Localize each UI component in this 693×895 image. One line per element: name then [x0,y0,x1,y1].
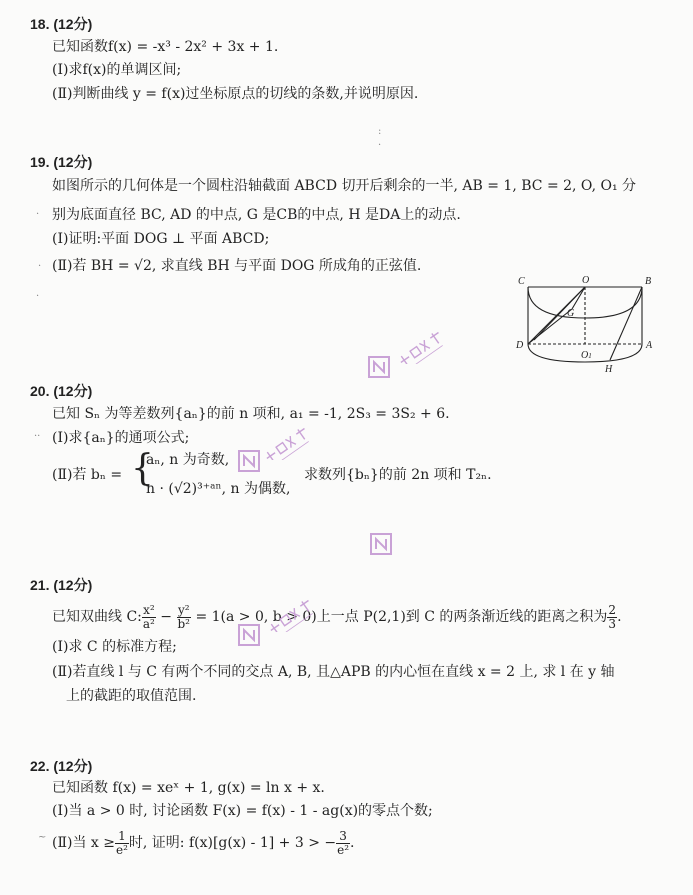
watermark-logo-icon [370,533,392,555]
q20-part2-suffix: 求数列{bₙ}的前 2n 项和 T₂ₙ. [304,467,492,483]
q19-cylinder-figure [512,272,662,377]
frac-x-num: x² [143,602,155,617]
figure-label-a: A [646,340,653,351]
q19-header: 19. (12分) [30,154,93,170]
q19-stem-line1: 如图所示的几何体是一个圆柱沿轴截面 ABCD 切开后剩余的一半, AB = 1, BC = 2, O, O₁ 分 [52,178,637,194]
q21-frac-y [177,604,192,631]
watermark-logo-icon [238,450,260,472]
frac-y-num: y² [177,602,190,617]
scan-speck: · [378,140,382,151]
q20-part1: (Ⅰ)求{aₙ}的通项公式; [52,430,190,446]
q19-stem-line2: 别为底面直径 BC, AD 的中点, G 是CB的中点, H 是DA上的动点. [52,207,461,223]
q22-part2-c: . [350,835,355,851]
watermark-logo-icon [368,356,390,378]
q21-part2-line1: (Ⅱ)若直线 l 与 C 有两个不同的交点 A, B, 且△APB 的内心恒在直线 x = 2 上, 求 l 在 y 轴 [52,664,615,680]
q22-part2-b: 时, 证明: f(x)[g(x) - 1] + 3 > − [128,835,337,851]
q19-part2: (Ⅱ)若 BH = √2, 求直线 BH 与平面 DOG 所成角的正弦值. [52,258,422,274]
frac-a-den: e² [115,842,128,857]
q22-frac-one-over-e2 [115,830,129,857]
figure-line-bh [610,287,642,360]
figure-label-d: D [516,340,524,351]
scan-speck: : [378,126,382,137]
q18-part1: (Ⅰ)求f(x)的单调区间; [52,62,182,78]
figure-label-b: B [645,276,652,287]
q21-frac-x [142,604,156,631]
frac-b-den: e² [337,842,350,857]
figure-label-o: O [582,275,590,286]
q20-part2-prefix: (Ⅱ)若 bₙ = [52,467,123,483]
frac-x-den: a² [142,616,155,631]
q21-stem [52,600,622,634]
q20-stem: 已知 Sₙ 为等差数列{aₙ}的前 n 项和, a₁ = -1, 2S₃ = 3S₂ + 6. [52,406,450,422]
scan-speck: · [38,261,42,272]
q20-case-odd: aₙ, n 为奇数, [146,452,230,468]
q21-minus: − [155,609,177,625]
q19-part1: (Ⅰ)证明:平面 DOG ⊥ 平面 ABCD; [52,231,270,247]
q21-stem-end: . [617,609,622,625]
q20-header: 20. (12分) [30,383,93,399]
q21-part2-line2: 上的截距的取值范围. [66,688,197,704]
scan-speck: · [36,291,40,302]
figure-label-o1: O1 [581,350,592,361]
q22-part2-a: (Ⅱ)当 x ≥ [52,835,115,851]
q22-part1: (Ⅰ)当 a > 0 时, 讨论函数 F(x) = f(x) - 1 - ag(x)的零点个数; [52,803,433,819]
scan-speck: ~ [38,832,47,843]
figure-label-h: H [605,364,613,375]
q21-stem-b: = 1(a > 0, b > 0)上一点 P(2,1)到 C 的两条渐近线的距离之积为 [191,609,608,625]
q20-case-even: n · (√2)³⁺ᵃⁿ, n 为偶数, [146,481,291,497]
q18-part2: (Ⅱ)判断曲线 y = f(x)过坐标原点的切线的条数,并说明原因. [52,86,419,102]
q22-header: 22. (12分) [30,758,93,774]
watermark-stamp-icon [258,426,320,460]
scan-speck: · [36,209,40,220]
q22-stem: 已知函数 f(x) = xeˣ + 1, g(x) = ln x + x. [52,780,325,796]
q21-part1: (Ⅰ)求 C 的标准方程; [52,639,177,655]
watermark-logo-icon [238,624,260,646]
figure-label-c: C [518,276,525,287]
watermark-stamp-icon [392,330,454,364]
q22-frac-three-over-e2 [336,830,350,857]
figure-line-do1 [534,287,585,340]
scan-speck: ·· [34,431,41,442]
q18-header: 18. (12分) [30,16,93,32]
frac-y-den: b² [177,616,190,631]
q21-stem-a: 已知双曲线 C: [52,609,142,625]
frac-a-num: 1 [115,830,129,844]
watermark-stamp-icon [262,598,324,632]
frac-b-num: 3 [336,830,350,844]
figure-label-g: G [567,308,575,319]
frac-23-den: 3 [608,616,617,631]
q21-header: 21. (12分) [30,577,93,593]
q18-stem: 已知函数f(x) = -x³ - 2x² + 3x + 1. [52,39,279,55]
frac-23-num: 2 [608,602,617,617]
q21-frac-two-thirds [607,604,617,631]
q22-part2 [52,826,354,860]
piecewise-brace: { [131,448,154,489]
